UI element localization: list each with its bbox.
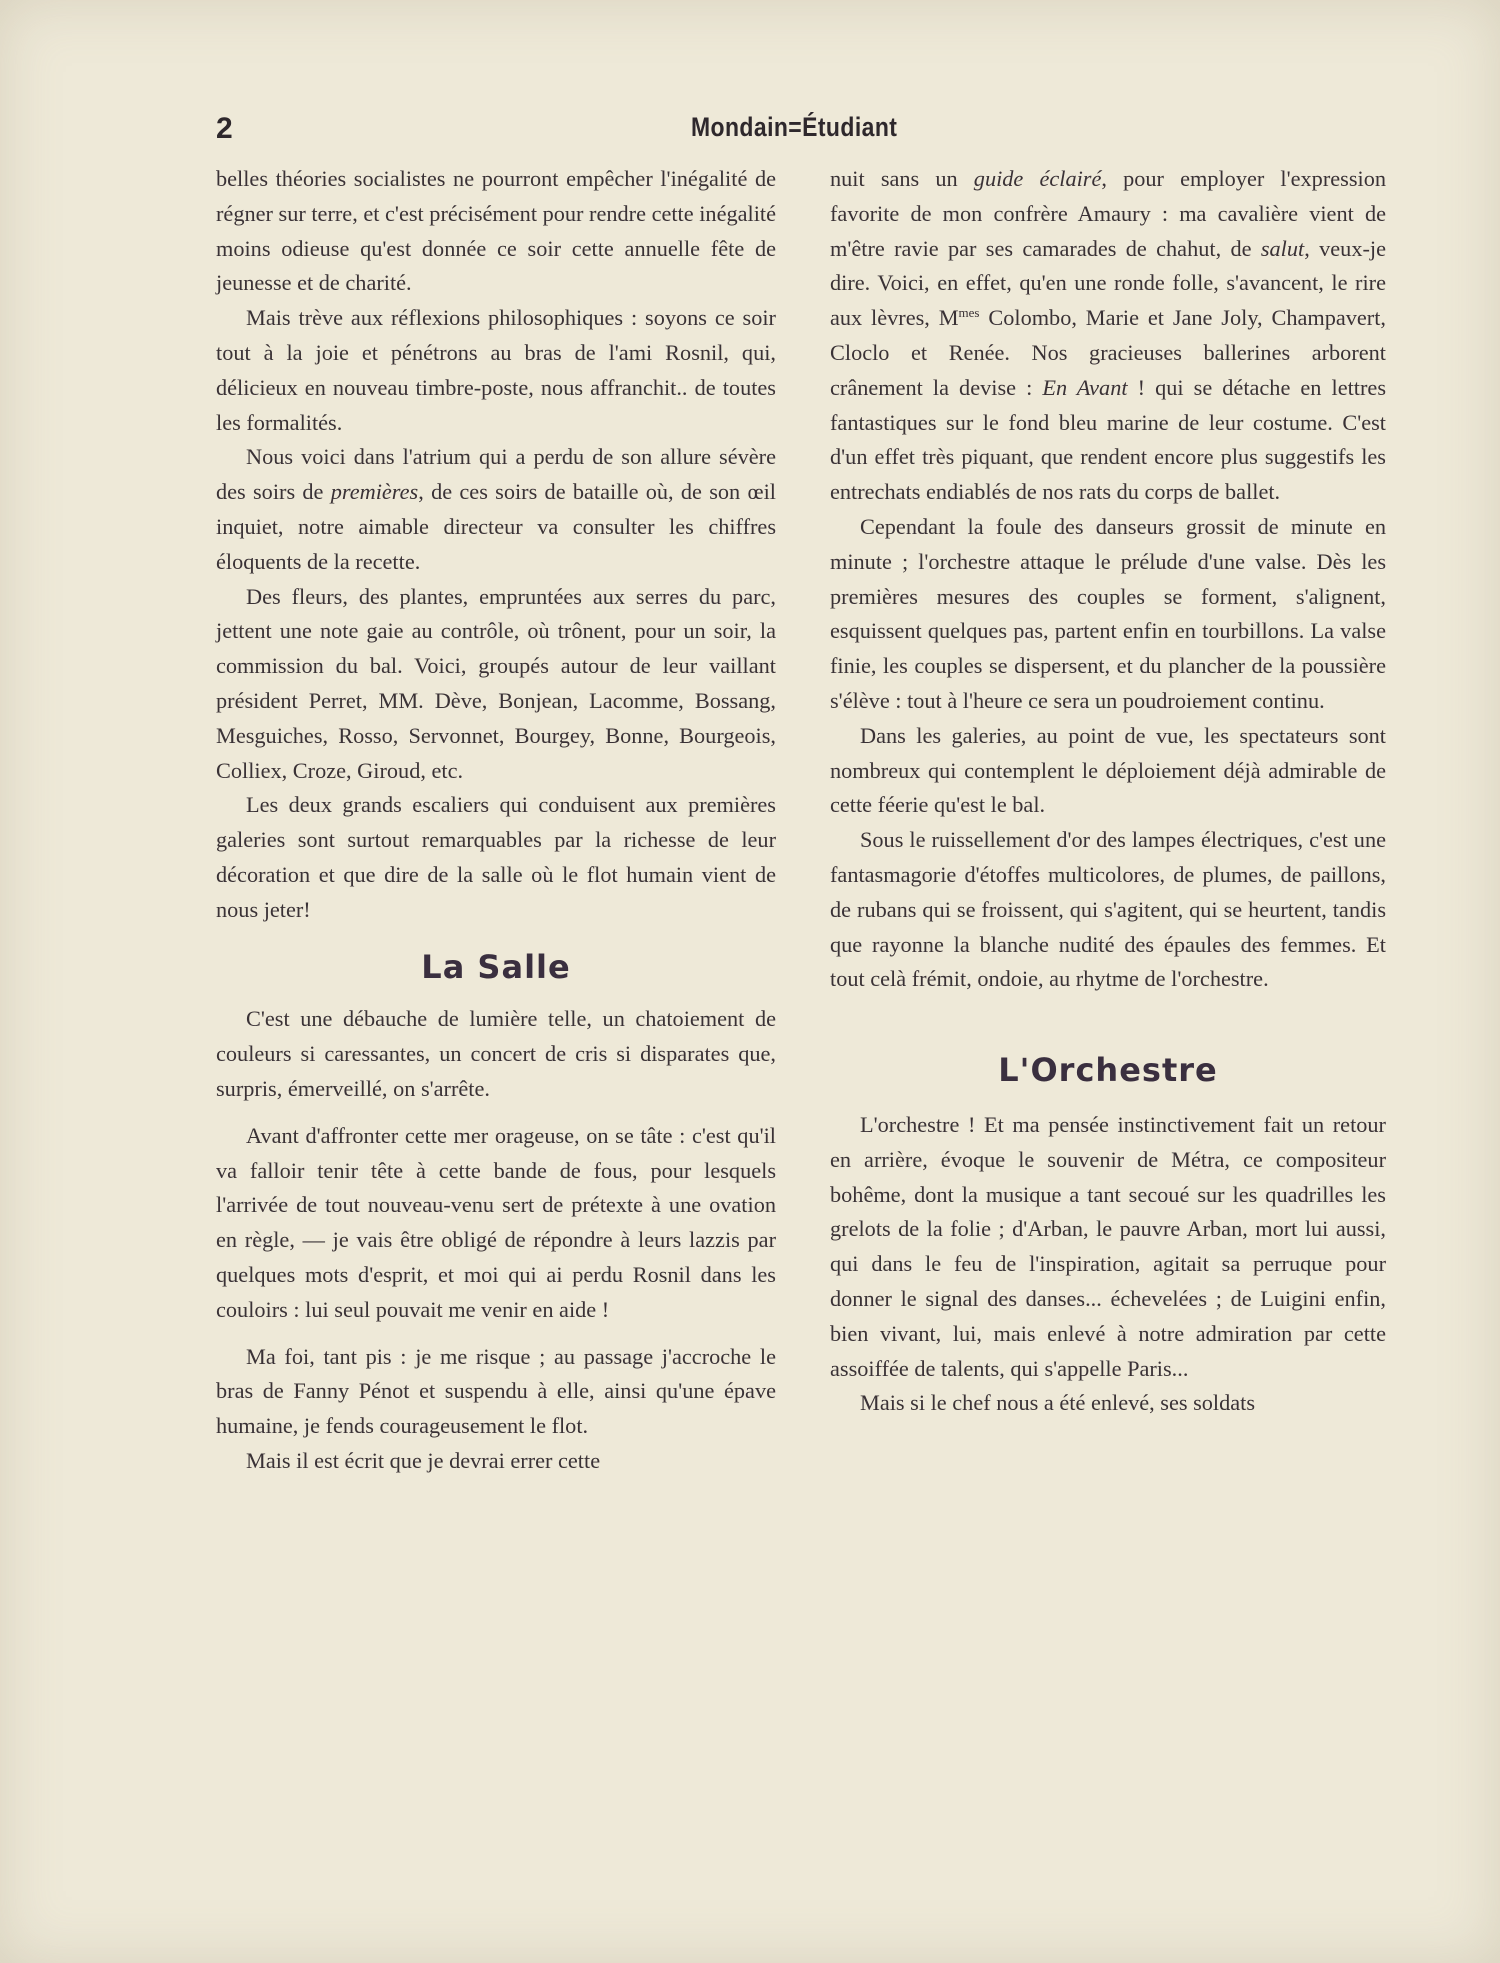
paragraph: Les deux grands escaliers qui conduisent aux premières galeries sont surtout remarquables par la richesse de leur décoration et que dire de la salle où le flot humain vient de nous jeter! — [216, 792, 776, 922]
paragraph — [216, 440, 776, 579]
paragraph — [830, 162, 1386, 510]
text-run: , pour employer l'expression favorite de mon confrère Amaury : ma cavalière vient de m'être ravie par ses camarades de chahut, de — [830, 166, 1386, 261]
italic-text: salut — [1260, 235, 1305, 261]
paragraph: Mais il est écrit que je devrai errer cette — [246, 1447, 601, 1473]
italic-text: premières — [330, 479, 419, 505]
paragraph: Mais si le chef nous a été enlevé, ses soldats — [860, 1390, 1256, 1416]
right-column — [830, 162, 1386, 1421]
text-run: , de ces soirs de bataille où, de son œil inquiet, notre aimable directeur va consulter les chiffres éloquents de la recette. — [216, 479, 776, 574]
text-run: ! qui se détache en lettres fantastiques sur le fond bleu marine de leur costume. C'est d'un effet très piquant, que rendent encore plus suggestifs les entrechats endiablés de nos rats du corps de ballet. — [830, 374, 1386, 505]
superscript: mes — [958, 305, 980, 321]
page-number: 2 — [216, 112, 233, 145]
italic-text: En Avant — [1042, 374, 1128, 400]
paragraph: Dans les galeries, au point de vue, les spectateurs sont nombreux qui contemplent le déploiement déjà admirable de cette féerie qu'est le bal. — [830, 722, 1386, 818]
paragraph: Ma foi, tant pis : je me risque ; au passage j'accroche le bras de Fanny Pénot et suspendu à elle, ainsi qu'une épave humaine, je fends courageusement le flot. — [216, 1343, 776, 1439]
paragraph: C'est une débauche de lumière telle, un chatoiement de couleurs si caressantes, un concert de cris si disparates que, surpris, émerveillé, on s'arrête. — [216, 1006, 776, 1101]
text-run: , veux-je dire. Voici, en effet, qu'en une ronde folle, s'avancent, le rire aux lèvres, M — [830, 235, 1386, 331]
italic-text: guide éclairé — [973, 166, 1102, 191]
paragraph: Cependant la foule des danseurs grossit de minute en minute ; l'orchestre attaque le prélude d'une valse. Dès les premières mesures des couples se forment, s'alignent, esquissent quelques pas, partent enfin en tourbillons. La valse finie, les couples se dispersent, et du plancher de la poussière s'élève : tout à l'heure ce sera un poudroiement continu. — [830, 513, 1386, 713]
text-run: nuit sans un — [830, 166, 974, 191]
paragraph: Des fleurs, des plantes, empruntées aux serres du parc, jettent une note gaie au contrôle, où trônent, pour un soir, la commission du bal. Voici, groupés autour de leur vaillant président Perret, MM. Dève, Bonjean, Lacomme, Bossang, Mesguiches, Rosso, Servonnet, Bourgey, Bonne, Bourgeois, Colliex, Croze, Giroud, etc. — [216, 583, 776, 783]
paragraph: L'orchestre ! Et ma pensée instinctivement fait un retour en arrière, évoque le souvenir de Métra, ce compositeur bohême, dont la musique a tant secoué sur les quadrilles les grelots de la folie ; d'Arban, le pauvre Arban, mort lui aussi, qui dans le feu de l'inspiration, agitait sa perruque pour donner le signal des danses... échevelées ; de Luigini enfin, bien vivant, lui, mais enlevé à notre admiration par cette assoiffée de talents, qui s'appelle Paris... — [830, 1111, 1386, 1381]
page-header — [216, 112, 1386, 152]
paragraph: belles théories socialistes ne pourront empêcher l'inégalité de régner sur terre, et c'est précisément pour rendre cette inégalité moins odieuse qu'est donnée ce soir cette annuelle fête de jeunesse et de charité. — [216, 166, 776, 296]
text-run: Nous voici dans l'atrium qui a perdu de son allure sévère des soirs de — [216, 444, 776, 505]
paragraph: Avant d'affronter cette mer orageuse, on se tâte : c'est qu'il va falloir tenir tête à cette bande de fous, pour lesquels l'arrivée de tout nouveau-venu sert de prétexte à une ovation en règle, — je vais être obligé de répondre à leurs lazzis par quelques mots d'esprit, et moi qui ai perdu Rosnil dans les couloirs : lui seul pouvait me venir en aide ! — [216, 1122, 776, 1322]
section-heading-la-salle: La Salle — [421, 947, 571, 986]
paragraph: Sous le ruissellement d'or des lampes électriques, c'est une fantasmagorie d'étoffes multicolores, de plumes, de paillons, de rubans qui se froissent, qui s'agitent, qui se heurtent, tandis que rayonne la blanche nudité des épaules des femmes. Et tout celà frémit, ondoie, au rhytme de l'orchestre. — [830, 827, 1386, 992]
running-title: Mondain=Étudiant — [691, 112, 898, 142]
paragraph: Mais trève aux réflexions philosophiques : soyons ce soir tout à la joie et pénétrons au bras de l'ami Rosnil, qui, délicieux en nouveau timbre-poste, nous affranchit.. de toutes les formalités. — [216, 305, 776, 435]
section-heading-orchestre: L'Orchestre — [998, 1051, 1218, 1090]
left-column — [216, 162, 776, 1479]
text-run: Colombo, Marie et Jane Joly, Champavert, Cloclo et Renée. Nos gracieuses ballerines arborent crânement la devise : — [830, 305, 1386, 400]
